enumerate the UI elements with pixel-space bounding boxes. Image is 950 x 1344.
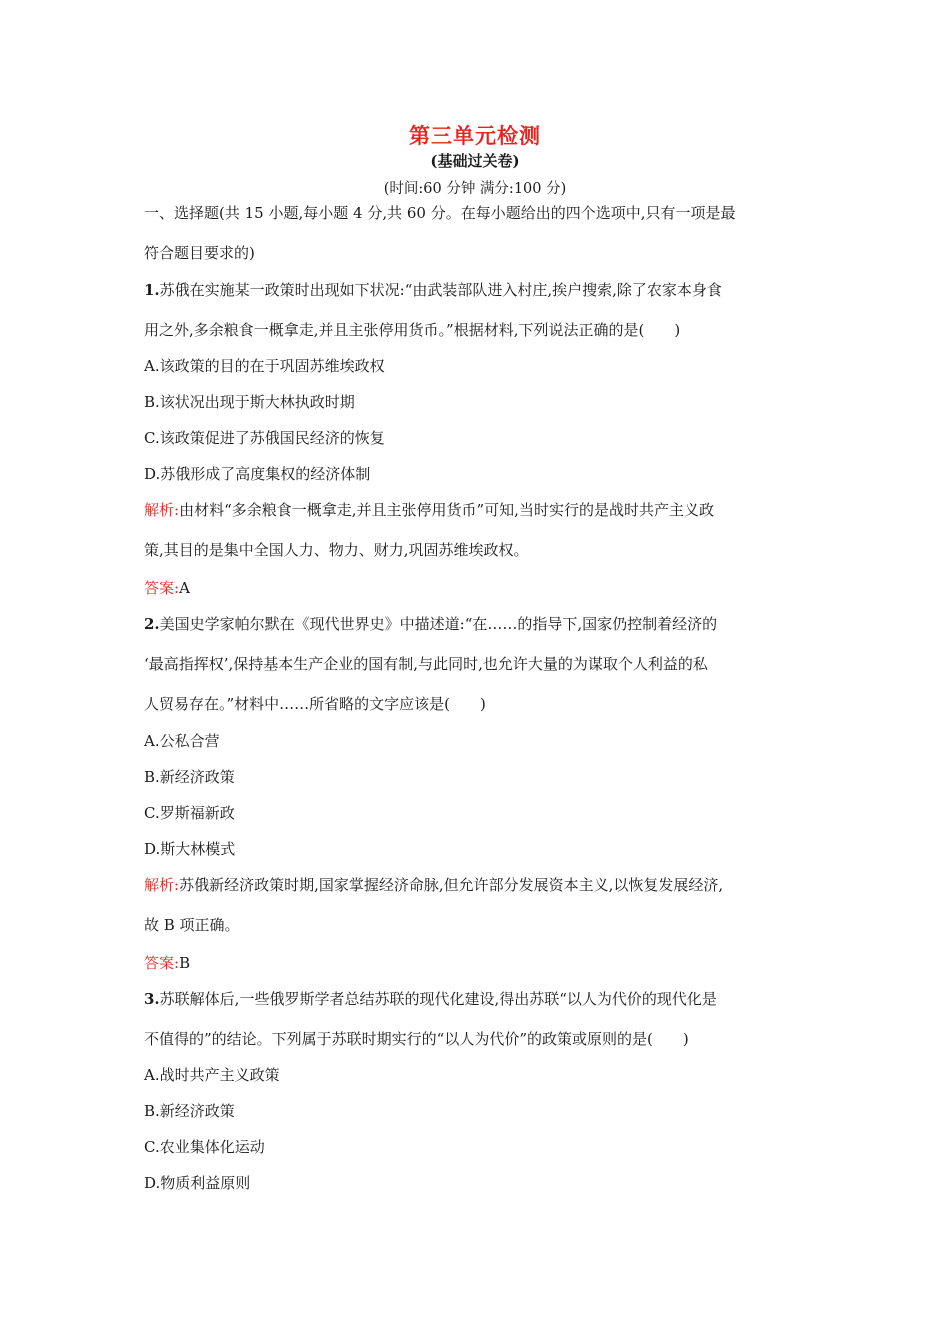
question-number: 1. xyxy=(144,281,160,299)
analysis-text: 苏俄新经济政策时期,国家掌握经济命脉,但允许部分发展资本主义,以恢复发展经济, xyxy=(179,876,724,894)
answer-value: A xyxy=(179,579,190,597)
page-title: 第三单元检测 xyxy=(409,123,541,148)
question-3-option-a: A.战时共产主义政策 xyxy=(144,1066,280,1084)
question-1-stem-line-2: 用之外,多余粮食一概拿走,并且主张停用货币。”根据材料,下列说法正确的是( ) xyxy=(144,321,681,339)
question-number: 3. xyxy=(144,990,160,1008)
section-instructions-line-1: 一、选择题(共 15 小题,每小题 4 分,共 60 分。在每小题给出的四个选项中,只有一项是最 xyxy=(144,204,736,222)
question-2-stem-line-3: 人贸易存在。”材料中……所省略的文字应该是( ) xyxy=(144,695,486,713)
analysis-label: 解析: xyxy=(144,876,180,894)
question-3-option-d: D.物质利益原则 xyxy=(144,1174,251,1192)
question-3-stem-line-1 xyxy=(144,989,824,1009)
analysis-text: 由材料“多余粮食一概拿走,并且主张停用货币”可知,当时实行的是战时共产主义政 xyxy=(179,501,714,519)
question-1-answer xyxy=(144,578,824,598)
question-1-option-c: C.该政策促进了苏俄国民经济的恢复 xyxy=(144,429,385,447)
question-2-analysis-line-2: 故 B 项正确。 xyxy=(144,916,240,934)
question-2-stem-line-1 xyxy=(144,614,824,634)
question-number: 2. xyxy=(144,615,160,633)
question-2-option-b: B.新经济政策 xyxy=(144,768,235,786)
page-subtitle: (基础过关卷) xyxy=(430,152,520,170)
question-3-option-c: C.农业集体化运动 xyxy=(144,1138,265,1156)
question-1-analysis-line-1 xyxy=(144,500,824,520)
question-2-option-d: D.斯大林模式 xyxy=(144,840,236,858)
answer-label: 答案: xyxy=(144,579,180,597)
question-text: 苏联解体后,一些俄罗斯学者总结苏联的现代化建设,得出苏联“以人为代价的现代化是 xyxy=(159,990,717,1008)
question-2-analysis-line-1 xyxy=(144,875,824,895)
question-2-option-a: A.公私合营 xyxy=(144,732,220,750)
section-instructions-line-2: 符合题目要求的) xyxy=(144,244,255,262)
question-1-analysis-line-2: 策,其目的是集中全国人力、物力、财力,巩固苏维埃政权。 xyxy=(144,541,529,559)
question-2-answer xyxy=(144,953,824,973)
question-1-option-a: A.该政策的目的在于巩固苏维埃政权 xyxy=(144,357,385,375)
analysis-label: 解析: xyxy=(144,501,180,519)
question-1-option-d: D.苏俄形成了高度集权的经济体制 xyxy=(144,465,371,483)
question-2-stem-line-2: ‘最高指挥权’,保持基本生产企业的国有制,与此同时,也允许大量的为谋取个人利益的私 xyxy=(144,655,708,673)
question-3-option-b: B.新经济政策 xyxy=(144,1102,235,1120)
answer-label: 答案: xyxy=(144,954,180,972)
question-text: 苏俄在实施某一政策时出现如下状况:“由武装部队进入村庄,挨户搜索,除了农家本身食 xyxy=(159,281,722,299)
question-3-stem-line-2: 不值得的”的结论。下列属于苏联时期实行的“以人为代价”的政策或原则的是( ) xyxy=(144,1030,689,1048)
answer-value: B xyxy=(179,954,191,972)
question-1-option-b: B.该状况出现于斯大林执政时期 xyxy=(144,393,355,411)
question-2-option-c: C.罗斯福新政 xyxy=(144,804,235,822)
question-text: 美国史学家帕尔默在《现代世界史》中描述道:“在……的指导下,国家仍控制着经济的 xyxy=(159,615,718,633)
question-1-stem-line-1 xyxy=(144,280,824,300)
exam-meta: (时间:60 分钟 满分:100 分) xyxy=(383,181,567,197)
